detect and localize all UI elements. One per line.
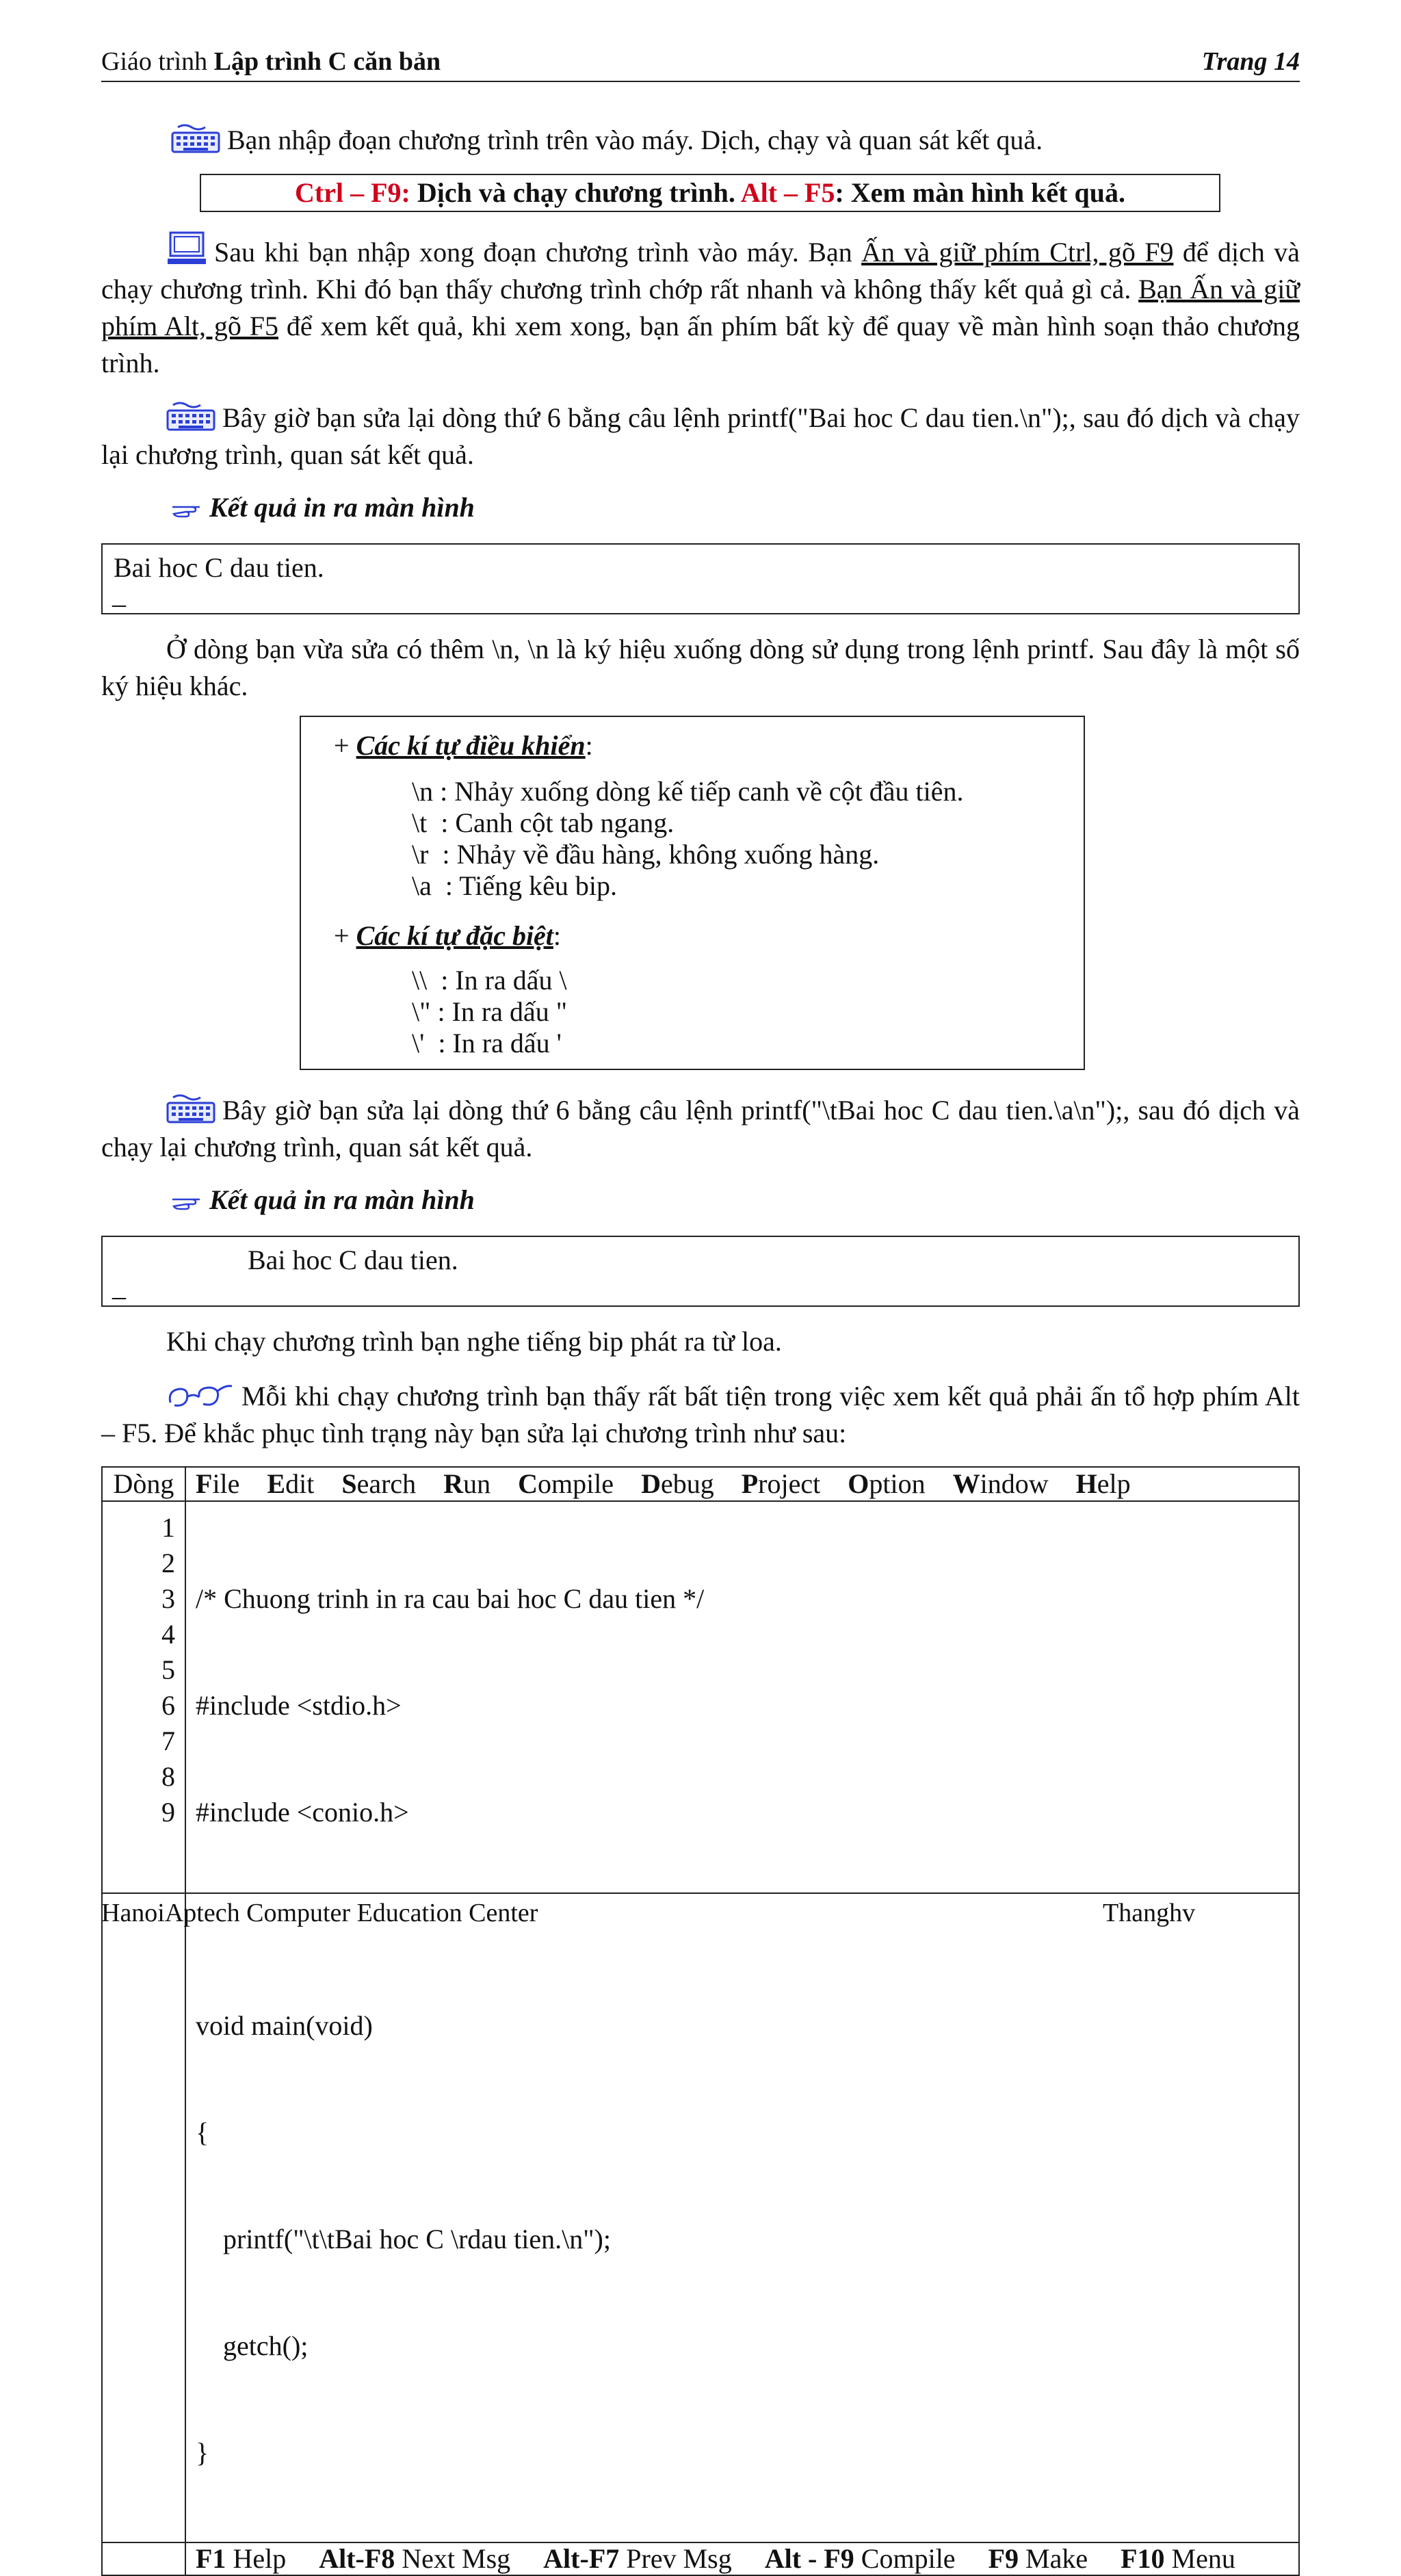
fkey-prev-msg-label: Prev Msg [619,2543,732,2574]
line-number: 5 [161,1654,175,1685]
menu-search-rest: earch [356,1468,417,1499]
paragraph-1 [171,122,1300,159]
output-1-text: Bai hoc C dau tien. [114,552,324,583]
fkey-next-msg[interactable] [319,2543,510,2574]
paragraph-7 [101,1378,1300,1452]
paragraph-5 [101,1092,1300,1166]
menu-project-rest: roject [758,1468,821,1499]
paragraph-2-underline-2: Bạn Ấn và giữ phím Alt, gõ F5 [101,274,1300,341]
menu-compile[interactable] [518,1468,614,1499]
footer-author: Thanghv [1103,1899,1196,1927]
pointing-hand-icon [171,1193,202,1213]
paragraph-2-underline-1: Ấn và giữ phím Ctrl, gõ F9 [861,237,1174,268]
fkey-prev-msg-key: Alt-F7 [543,2543,620,2574]
special-chars-colon: : [553,920,562,951]
menu-run-rest: un [463,1468,491,1499]
output-2-text: Bai hoc C dau tien. [248,1245,458,1275]
shortcut-text-2: : Xem màn hình kết quả. [835,177,1125,208]
glasses-icon [166,1382,235,1409]
line-number: 1 [161,1512,175,1543]
code-line: printf("\t\tBai hoc C \rdau tien.\n"); [196,2224,611,2254]
special-chars-title: Các kí tự đặc biệt [356,920,553,951]
line-number: 6 [161,1690,175,1721]
code-line: { [196,2117,209,2148]
code-line: } [196,2437,209,2468]
control-chars-title: Các kí tự điều khiển [356,730,586,761]
menu-help[interactable] [1076,1468,1131,1499]
result-heading-2-text: Kết quả in ra màn hình [209,1184,475,1215]
menu-debug-rest: ebug [660,1468,714,1499]
page-number: Trang 14 [1201,47,1300,76]
fkey-compile-key: Alt - F9 [764,2543,854,2574]
line-column-header: Dòng [102,1467,185,1501]
fkey-compile-label: Compile [854,2543,956,2574]
fkey-make-key: F9 [988,2543,1019,2574]
code-line: #include <stdio.h> [196,1690,402,1721]
menu-window[interactable] [953,1468,1049,1499]
fkey-compile[interactable] [765,2543,956,2574]
escape-item-tab: \t : Canh cột tab ngang. [412,807,675,838]
menu-debug-key: D [641,1468,661,1499]
header-title [101,47,441,77]
menu-search[interactable] [341,1468,416,1499]
fkey-menu-key: F10 [1121,2543,1165,2574]
menu-file[interactable] [196,1468,239,1499]
special-chars-heading [334,920,561,952]
escape-item-return: \r : Nhảy về đầu hàng, không xuống hàng. [412,839,880,870]
ide-listing [101,1466,1300,2576]
paragraph-4: Ở dòng bạn vừa sửa có thêm \n, \n là ký hiệu xuống dòng sử dụng trong lệnh printf. Sau đây là một số ký hiệu khác. [101,634,1300,701]
keyboard-icon [166,1093,215,1123]
code-line: void main(void) [196,2010,373,2041]
menu-help-rest: elp [1097,1468,1131,1499]
fkey-prev-msg[interactable] [543,2543,732,2574]
result-heading-1 [171,491,475,523]
paragraph-2 [101,231,1300,382]
menu-option[interactable] [848,1468,925,1499]
escape-item-single-quote: \' : In ra dấu ' [412,1028,562,1058]
shortcut-text-1: Dịch và chạy chương trình. [410,177,741,208]
header-prefix: Giáo trình [101,47,214,76]
fkey-menu-label: Menu [1164,2543,1235,2574]
menu-window-rest: indow [980,1468,1049,1499]
menu-run-key: R [443,1468,464,1499]
menu-edit[interactable] [267,1468,314,1499]
fkey-next-msg-key: Alt-F8 [319,2543,395,2574]
code-editor[interactable] [185,1501,1299,2542]
paragraph-1-text: Bạn nhập đoạn chương trình trên vào máy. Dịch, chạy và quan sát kết quả. [227,125,1043,155]
menu-edit-rest: dit [285,1468,315,1499]
special-chars-plus: + [334,920,356,951]
shortcut-key-ctrl-f9: Ctrl – F9: [295,177,410,208]
fkey-help-label: Help [226,2543,287,2574]
control-chars-plus: + [334,730,356,761]
escape-item-newline: \n : Nhảy xuống dòng kế tiếp canh về cột đầu tiên. [412,776,964,807]
fkey-help[interactable] [196,2543,286,2574]
fkey-make-label: Make [1019,2543,1088,2574]
line-number: 7 [161,1726,175,1756]
menu-file-key: F [196,1468,213,1499]
fkey-next-msg-label: Next Msg [395,2543,511,2574]
output-2-cursor: _ [112,1271,126,1302]
ide-menu-bar [185,1467,1299,1501]
paragraph-6: Khi chạy chương trình bạn nghe tiếng bip phát ra từ loa. [166,1326,782,1357]
menu-compile-rest: ompile [537,1468,614,1499]
fkey-menu[interactable] [1121,2543,1235,2574]
code-line: /* Chuong trinh in ra cau bai hoc C dau tien */ [196,1583,705,1614]
keyboard-icon [166,401,215,431]
keyboard-icon [171,123,220,153]
result-heading-2 [171,1184,475,1216]
header-rule [101,81,1300,82]
line-number: 3 [161,1583,175,1614]
header-course-name: Lập trình C căn bản [213,47,441,76]
pointing-hand-icon [171,500,202,521]
menu-window-key: W [952,1468,980,1499]
paragraph-3-text: Bây giờ bạn sửa lại dòng thứ 6 bằng câu lệnh printf("Bai hoc C dau tien.\n");, sau đó dịch và chạy lại chương trình, quan sát kết quả. [101,402,1300,470]
shortcut-key-alt-f5: Alt – F5 [740,177,835,208]
menu-edit-key: E [267,1468,286,1499]
paragraph-7-text: Mỗi khi chạy chương trình bạn thấy rất bất tiện trong việc xem kết quả phải ấn tổ hợp phím Alt – F5. Để khắc phục tình trạng này bạn sửa lại chương trình như sau: [101,1381,1300,1448]
escape-item-bell: \a : Tiếng kêu bip. [412,870,618,901]
escape-item-double-quote: \" : In ra dấu " [412,996,568,1027]
line-number: 4 [161,1619,175,1650]
status-empty-cell [102,2542,185,2575]
result-heading-1-text: Kết quả in ra màn hình [209,492,475,523]
menu-option-rest: ption [869,1468,926,1499]
line-number: 2 [161,1548,175,1578]
line-numbers [102,1501,185,2542]
code-line: #include <conio.h> [196,1797,409,1827]
menu-option-key: O [848,1468,869,1499]
paragraph-2-text-c: để xem kết quả, khi xem xong, bạn ấn phím bất kỳ để quay về màn hình soạn thảo chương trình. [101,311,1300,378]
control-chars-heading [334,729,593,762]
paragraph-2-text-b: để dịch và chạy chương trình. Khi đó bạn thấy chương trình chớp rất nhanh và không thấy kết quả gì cả. [101,237,1300,304]
menu-project[interactable] [742,1468,821,1499]
menu-project-key: P [741,1468,759,1499]
escape-item-backslash: \\ : In ra dấu \ [412,965,567,996]
menu-compile-key: C [518,1468,538,1499]
ide-status-bar [185,2542,1299,2575]
footer-rule [101,1892,1300,1894]
menu-run[interactable] [443,1468,490,1499]
shortcut-box [200,174,1220,212]
fkey-help-key: F1 [196,2543,226,2574]
menu-debug[interactable] [641,1468,714,1499]
paragraph-3 [101,400,1300,473]
output-1-cursor: _ [112,579,126,610]
line-number: 9 [161,1797,175,1827]
paragraph-5-text: Bây giờ bạn sửa lại dòng thứ 6 bằng câu lệnh printf("\tBai hoc C dau tien.\a\n");, sau đó dịch và chạy lại chương trình, quan sát kết quả. [101,1095,1300,1162]
code-line: getch(); [196,2330,309,2361]
control-chars-colon: : [585,730,593,761]
footer-left: HanoiAptech Computer Education Center [101,1899,538,1927]
menu-help-key: H [1075,1468,1097,1499]
computer-icon [166,231,207,265]
line-number: 8 [161,1761,175,1792]
output-box-2 [101,1236,1300,1307]
paragraph-2-text-a: Sau khi bạn nhập xong đoạn chương trình vào máy. Bạn [214,237,862,268]
output-box-1 [101,543,1300,614]
escape-sequences-box [300,716,1085,1070]
menu-search-key: S [341,1468,357,1499]
fkey-make[interactable] [988,2543,1088,2574]
menu-file-rest: ile [212,1468,240,1499]
